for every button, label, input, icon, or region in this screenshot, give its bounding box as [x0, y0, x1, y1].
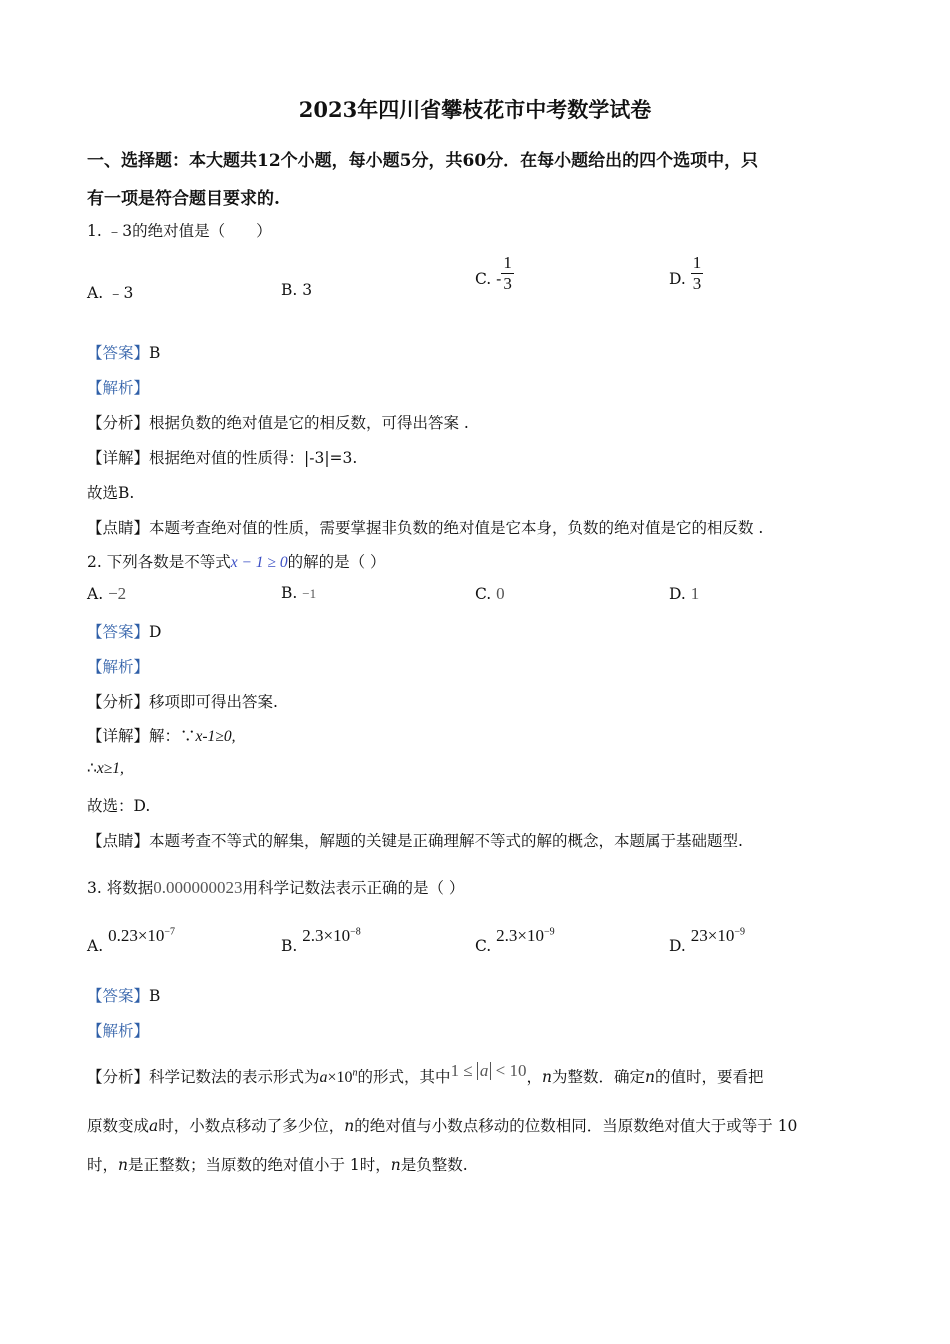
q2-therefore-math: x≥1,	[96, 760, 124, 777]
q3-stem-post: 用科学记数法表示正确的是（ ）	[242, 879, 465, 897]
q1-fenxi: 【分析】根据负数的绝对值是它的相反数，可得出答案 .	[87, 414, 469, 432]
section-heading-line1: 一、选择题：本大题共12个小题，每小题5分，共60分．在每小题给出的四个选项中，只	[87, 151, 759, 171]
q2-stem-post: 的解的是（ ）	[287, 553, 386, 571]
q3-fenxi-pre: 【分析】科学记数法的表示形式为	[87, 1068, 320, 1086]
q3-fenxi-ineq-right: < 10	[491, 1061, 527, 1080]
q2-option-a	[87, 584, 126, 604]
q2-option-d-label: D.	[669, 585, 686, 603]
q2-stem	[87, 550, 386, 572]
q3-option-c-value	[496, 926, 554, 945]
q3-fenxi-ineq-abs: a	[477, 1062, 492, 1080]
q1-xiangjie: 【详解】根据绝对值的性质得：|-3|=3.	[87, 449, 358, 467]
answer-tag: 【答案】	[87, 344, 150, 362]
q3-fenxi-line2	[87, 1114, 797, 1136]
q2-therefore	[87, 759, 124, 778]
q3-line3-mid: 是正整数；当原数的绝对值小于 1时，	[128, 1156, 391, 1174]
q1-answer-value: B	[149, 344, 161, 362]
q2-option-a-label: A.	[87, 585, 104, 603]
q3-fenxi-line3	[87, 1153, 468, 1175]
q3-fenxi-n1: n	[542, 1068, 552, 1086]
q3-option-d-label: D.	[669, 937, 686, 955]
q1-option-d	[669, 253, 703, 294]
q3-option-b-label: B.	[281, 937, 298, 955]
q2-stem-pre: 2. 下列各数是不等式	[87, 553, 231, 571]
q3-line2-pre: 原数变成	[87, 1117, 150, 1135]
q1-option-c-fraction	[501, 253, 514, 294]
q3-option-d-value	[691, 926, 745, 945]
q1-option-c-numerator: 1	[503, 253, 512, 272]
answer-tag: 【答案】	[87, 623, 150, 641]
q2-xiangjie-math: x-1≥0,	[195, 728, 236, 745]
q3-option-b-exponent: −8	[350, 926, 361, 938]
q3-analysis-tag: 【解析】	[87, 1022, 150, 1040]
q3-fenxi-n2: n	[645, 1068, 655, 1086]
q3-fenxi-end: 的值时，要看把	[655, 1068, 764, 1086]
q2-option-c-label: C.	[475, 585, 492, 603]
q3-option-c-exponent: −9	[544, 926, 555, 938]
q3-answer	[87, 984, 160, 1006]
q3-line3-post: 是负整数.	[400, 1156, 468, 1174]
q2-option-a-value: −2	[108, 584, 127, 603]
q3-option-a-exponent: −7	[164, 926, 176, 938]
q3-answer-value: B	[149, 987, 161, 1005]
q3-line3-pre: 时，	[87, 1156, 119, 1174]
q3-stem	[87, 876, 464, 898]
q2-option-b-label: B.	[281, 584, 298, 602]
q3-option-b-value	[302, 926, 360, 945]
q2-analysis-tag: 【解析】	[87, 658, 150, 676]
q2-xiangjie	[87, 724, 235, 746]
q3-fenxi-form-exp: n	[352, 1067, 358, 1079]
q1-stem: 1. ﹣3的绝对值是（ ）	[87, 222, 272, 240]
q3-fenxi-mid: 的形式，其中	[357, 1068, 451, 1086]
q3-fenxi-ineq-left: 1 ≤	[450, 1061, 477, 1080]
q1-guxuan: 故选B.	[87, 484, 135, 502]
q1-option-d-fraction	[691, 253, 704, 294]
q1-option-c	[475, 253, 514, 294]
q2-stem-math: x − 1 ≥ 0	[230, 554, 288, 571]
q3-fenxi-line1	[87, 1061, 764, 1087]
q1-option-d-prefix: D.	[669, 269, 686, 288]
q2-option-b-value: −1	[302, 586, 317, 601]
q2-option-c-value: 0	[496, 584, 505, 603]
q3-option-d-base: 23×10	[690, 926, 735, 945]
q1-answer	[87, 341, 160, 363]
q2-guxuan: 故选：D.	[87, 797, 151, 815]
q3-option-c-base: 2.3×10	[496, 926, 545, 945]
q1-option-d-denominator: 3	[692, 274, 702, 293]
q3-fenxi-form	[320, 1069, 358, 1086]
q3-line3-n1: n	[118, 1156, 128, 1174]
q2-option-b	[281, 584, 316, 602]
q1-option-b: B. 3	[281, 281, 313, 299]
q3-stem-number: 0.000000023	[153, 878, 243, 897]
q3-stem-pre: 3. 将数据	[87, 879, 154, 897]
q1-option-c-prefix: C. -	[475, 269, 502, 288]
q2-answer	[87, 620, 161, 642]
page-title: 2023年四川省攀枝花市中考数学试卷	[298, 97, 652, 122]
section-heading-line2: 有一项是符合题目要求的.	[87, 189, 280, 209]
q3-fenxi-post: 为整数．确定	[552, 1068, 646, 1086]
q3-option-b-base: 2.3×10	[302, 926, 351, 945]
q2-answer-value: D	[149, 623, 162, 641]
q1-analysis-tag: 【解析】	[87, 379, 150, 397]
q3-option-a-base: 0.23×10	[108, 926, 165, 945]
q2-option-d	[669, 584, 699, 604]
q2-dianjing: 【点睛】本题考查不等式的解集，解题的关键是正确理解不等式的解的概念，本题属于基础题型.	[87, 832, 743, 850]
q2-option-d-value: 1	[690, 584, 700, 603]
q3-option-c-label: C.	[475, 937, 492, 955]
q3-fenxi-form-mid: ×10	[327, 1069, 353, 1086]
q2-fenxi: 【分析】移项即可得出答案.	[87, 693, 278, 711]
q3-line2-mid: 时，小数点移动了多少位，	[158, 1117, 345, 1135]
q1-option-c-denominator: 3	[503, 274, 512, 293]
q2-option-c	[475, 584, 505, 604]
q1-option-d-numerator: 1	[692, 253, 702, 272]
q2-xiangjie-pre: 【详解】解：∵	[87, 727, 196, 745]
q3-fenxi-comma: ，	[526, 1068, 543, 1086]
q3-line2-a: a	[149, 1117, 159, 1135]
q3-line2-post: 的绝对值与小数点移动的位数相同．当原数绝对值大于或等于 10	[354, 1117, 798, 1135]
q1-dianjing: 【点睛】本题考查绝对值的性质，需要掌握非负数的绝对值是它本身，负数的绝对值是它的相反数 .	[87, 519, 764, 537]
q3-fenxi-inequality	[451, 1061, 527, 1080]
q3-line2-n: n	[344, 1117, 355, 1135]
q1-option-a: A. ﹣3	[87, 284, 134, 302]
q3-option-a-label: A.	[87, 937, 104, 955]
q3-line3-n2: n	[390, 1156, 401, 1174]
answer-tag: 【答案】	[87, 987, 150, 1005]
q3-option-a-value	[108, 926, 175, 945]
therefore-symbol: ∴	[87, 759, 97, 777]
q3-option-d-exponent: −9	[734, 926, 745, 938]
q3-fenxi-form-a: a	[319, 1069, 328, 1086]
